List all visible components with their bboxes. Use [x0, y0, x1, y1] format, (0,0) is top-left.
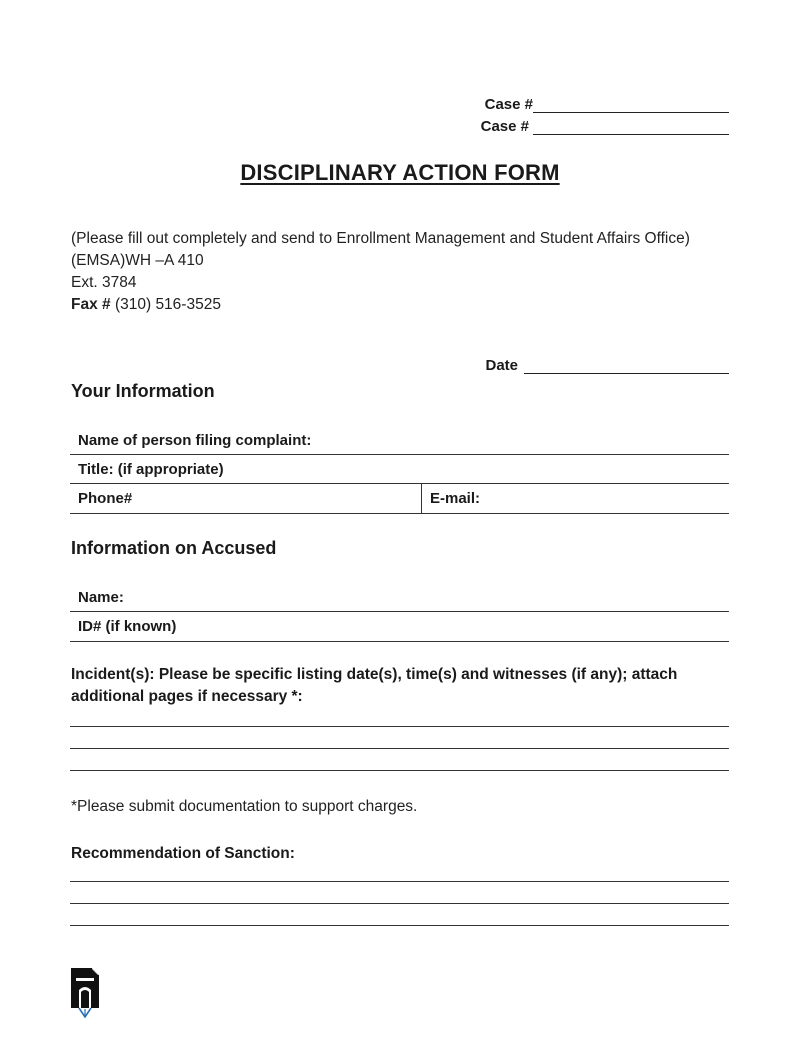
sanction-line-3[interactable] — [70, 925, 729, 926]
case-number-blank[interactable] — [533, 120, 729, 135]
phone-field[interactable] — [70, 484, 422, 513]
email-field[interactable] — [422, 484, 480, 513]
date-line — [485, 357, 729, 374]
case-number-line-1 — [485, 96, 729, 113]
accused-information-table — [70, 584, 729, 642]
case-label: Case # — [480, 118, 529, 135]
form-title-text: DISCIPLINARY ACTION FORM — [240, 160, 560, 185]
incident-line-2[interactable] — [70, 748, 729, 749]
your-information-table — [70, 427, 729, 514]
form-title — [0, 160, 800, 186]
intro-block — [71, 228, 731, 316]
sanction-line-2[interactable] — [70, 903, 729, 904]
intro-instructions: (Please fill out completely and send to Enrollment Management and Student Affairs Office) — [71, 230, 690, 247]
name-filer-row[interactable] — [70, 427, 729, 455]
case-label: Case # — [484, 96, 533, 113]
title-row[interactable] — [70, 455, 729, 484]
sanction-line-1[interactable] — [70, 881, 729, 882]
date-blank[interactable] — [524, 359, 729, 374]
title-label: Title: (if appropriate) — [78, 460, 224, 478]
documentation-note: *Please submit documentation to support charges. — [71, 798, 418, 815]
intro-extension: Ext. 3784 — [71, 274, 137, 291]
intro-office: (EMSA)WH –A 410 — [71, 252, 204, 269]
sanction-heading: Recommendation of Sanction: — [71, 845, 295, 862]
incident-line-3[interactable] — [70, 770, 729, 771]
intro-fax — [71, 294, 731, 316]
date-label: Date — [485, 357, 518, 374]
name-filer-label: Name of person filing complaint: — [78, 432, 312, 449]
accused-id-row[interactable] — [70, 612, 729, 642]
email-label: E-mail: — [430, 490, 481, 507]
fax-value: (310) 516-3525 — [110, 296, 221, 313]
pen-nib-document-logo-icon — [70, 968, 100, 1018]
case-number-line-2 — [481, 118, 729, 135]
case-number-blank[interactable] — [533, 98, 729, 113]
accused-name-label: Name: — [78, 589, 124, 606]
logo-svg — [70, 968, 100, 1018]
accused-information-heading: Information on Accused — [71, 538, 277, 558]
fax-label: Fax # — [71, 296, 111, 313]
incident-instructions: Incident(s): Please be specific listing date(s), time(s) and witnesses (if any); attach additional pages if necessary *: — [71, 666, 678, 705]
phone-label: Phone# — [78, 490, 133, 507]
your-information-heading: Your Information — [71, 381, 215, 401]
incident-line-1[interactable] — [70, 726, 729, 727]
phone-email-row — [70, 484, 729, 514]
accused-name-row[interactable] — [70, 584, 729, 612]
accused-id-label: ID# (if known) — [78, 618, 177, 635]
